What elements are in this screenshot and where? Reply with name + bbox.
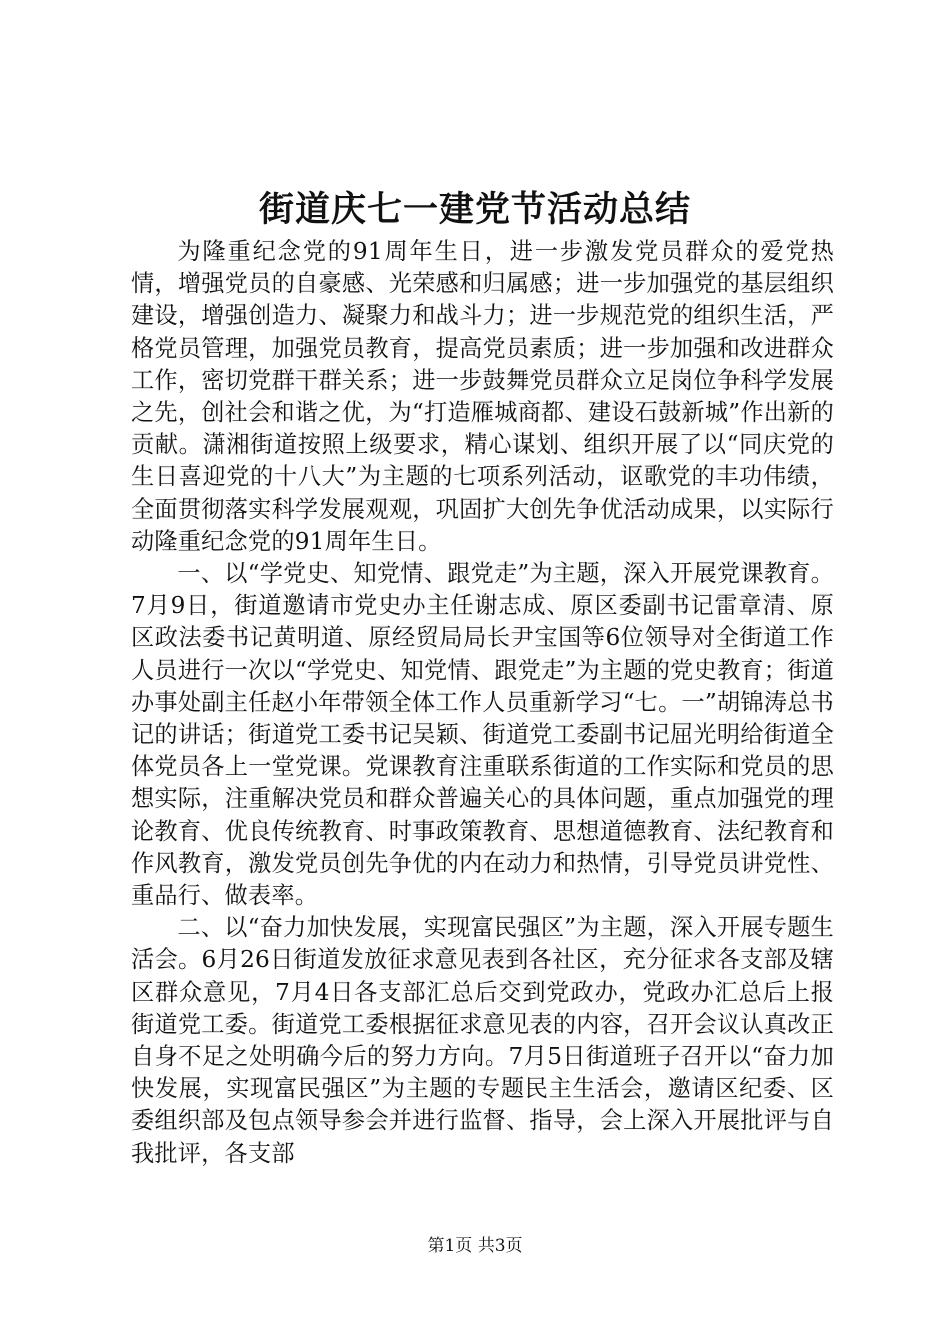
paragraph-section-two: 二、以“奋力加快发展，实现富民强区”为主题，深入开展专题生活会。6月26日街道发放征求意见表到各社区，充分征求各支部及辖区群众意见，7月4日各支部汇总后交到党政办，党政办汇总后上报街道党工委。街道党工委根据征求意见表的内容，召开会议认真改正自身不足之处明确今后的努力方向。7月5日街道班子召开以“奋力加快发展，实现富民强区”为主题的专题民主生活会，邀请区纪委、区委组织部及包点领导参会并进行监督、指导，会上深入开展批评与自我批评，各支部 bbox=[131, 914, 834, 1167]
document-body bbox=[131, 236, 834, 1170]
document-title: 街道庆七一建党节活动总结 bbox=[258, 189, 691, 230]
paragraph-intro: 为隆重纪念党的91周年生日，进一步激发党员群众的爱党热情，增强党员的自豪感、光荣感和归属感；进一步加强党的基层组织建设，增强创造力、凝聚力和战斗力；进一步规范党的组织生活，严格党员管理，加强党员教育，提高党员素质；进一步加强和改进群众工作，密切党群干群关系；进一步鼓舞党员群众立足岗位争科学发展之先，创社会和谐之优，为“打造雁城商都、建设石鼓新城”作出新的贡献。潇湘街道按照上级要求，精心谋划、组织开展了以“同庆党的生日喜迎党的十八大”为主题的七项系列活动，讴歌党的丰功伟绩，全面贯彻落实科学发展观观，巩固扩大创先争优活动成果，以实际行动隆重纪念党的91周年生日。 bbox=[131, 238, 834, 555]
page-number-footer: 第1页 共3页 bbox=[427, 1236, 523, 1256]
paragraph-section-one: 一、以“学党史、知党情、跟党走”为主题，深入开展党课教育。7月9日，街道邀请市党史办主任谢志成、原区委副书记雷章清、原区政法委书记黄明道、原经贸局局长尹宝国等6位领导对全街道工作人员进行一次以“学党史、知党情、跟党走”为主题的党史教育；街道办事处副主任赵小年带领全体工作人员重新学习“七。一”胡锦涛总书记的讲话；街道党工委书记吴颖、街道党工委副书记屈光明给街道全体党员各上一堂党课。党课教育注重联系街道的工作实际和党员的思想实际，注重解决党员和群众普遍关心的具体问题，重点加强党的理论教育、优良传统教育、时事政策教育、思想道德教育、法纪教育和作风教育，激发党员创先争优的内在动力和热情，引导党员讲党性、重品行、做表率。 bbox=[131, 560, 834, 910]
